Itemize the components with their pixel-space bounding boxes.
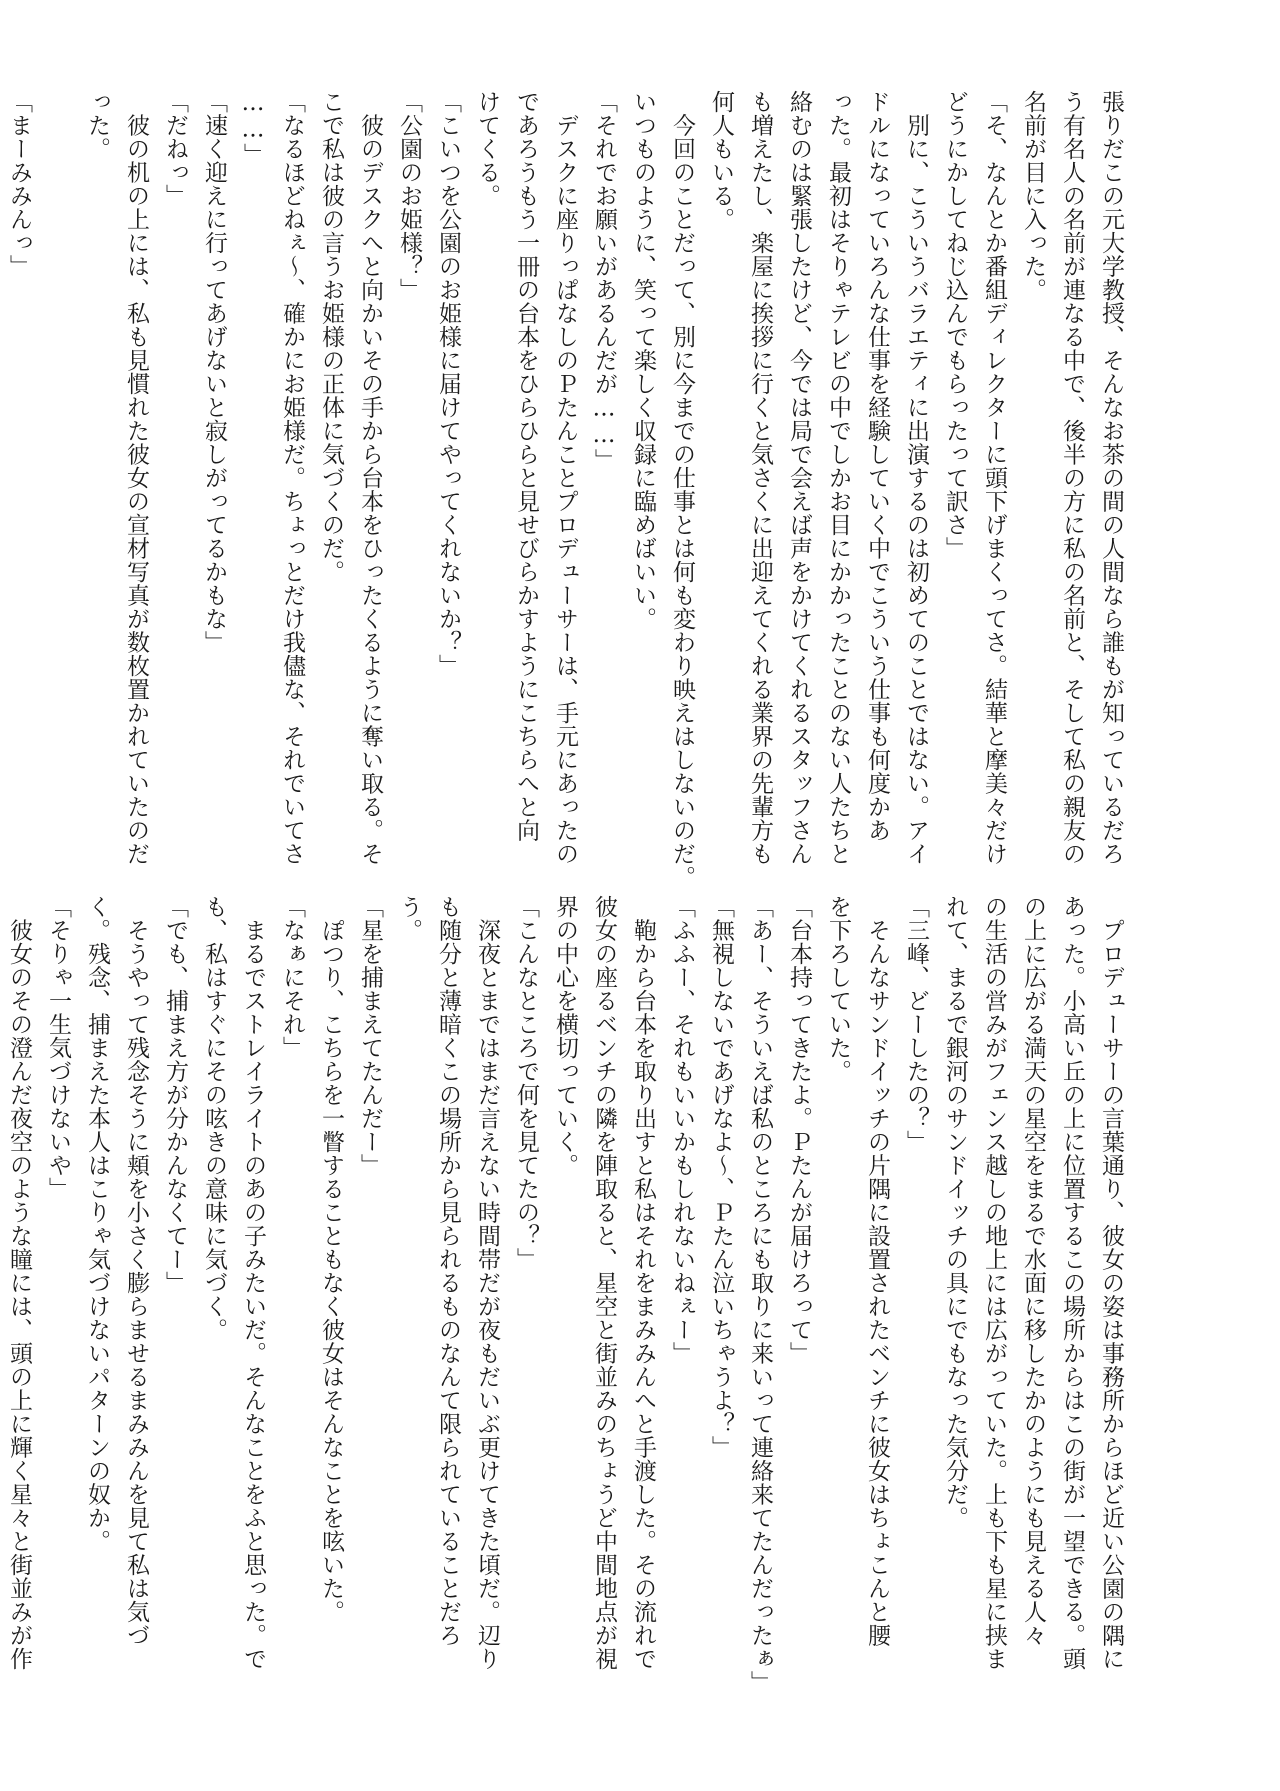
text-line: を下ろしていた。	[825, 895, 851, 1083]
text-line: 「でも、捕まえ方が分かんなくてー」	[162, 895, 188, 1295]
text-line: も随分と薄暗くこの場所から見られるものなんて限られていることだろ	[435, 895, 461, 1647]
text-line: も増えたし、楽屋に挨拶に行くと気さくに出迎えてくれる業界の先輩方も	[747, 90, 773, 866]
text-line: 「だねっ」	[162, 90, 188, 208]
text-line: 「星を捕まえてたんだー」	[357, 895, 383, 1177]
text-line: プロデューサーの言葉通り、彼女の姿は事務所からほど近い公園の隅に	[1098, 895, 1124, 1671]
text-line: 名前が目に入った。	[1020, 90, 1046, 302]
text-line: ぽつり、こちらを一瞥することもなく彼女はそんなことを呟いた。	[318, 895, 344, 1624]
text-line: の生活の営みがフェンス越しの地上には広がっていた。上も下も星に挟ま	[981, 895, 1007, 1671]
text-line: 「なるほどねぇ〜、確かにお姫様だ。ちょっとだけ我儘な、それでいてさ	[279, 90, 305, 866]
text-block-bottom	[6, 895, 1130, 1694]
text-line: 「なぁにそれ」	[279, 895, 305, 1060]
text-line: 「ふふー、それもいいかもしれないねぇー」	[669, 895, 695, 1365]
text-line: 「まーみみんっ」	[6, 90, 32, 278]
text-line: 深夜とまではまだ言えない時間帯だが夜もだいぶ更けてきた頃だ。辺り	[474, 895, 500, 1671]
text-line: いつものように、笑って楽しく収録に臨めばいい。	[630, 90, 656, 631]
text-line: の上に広がる満天の星空をまるで水面に移したかのようにも見える人々	[1020, 895, 1046, 1647]
text-line: 「そ、なんとか番組ディレクターに頭下げまくってさ。結華と摩美々だけ	[981, 90, 1007, 866]
text-line: 別に、こういうバラエティに出演するのは初めてのことではない。アイ	[903, 90, 929, 866]
text-line: 「あー、そういえば私のところにも取りに来いって連絡来てたんだったぁ」	[747, 895, 773, 1694]
text-line: あった。小高い丘の上に位置するこの場所からはこの街が一望できる。頭	[1059, 895, 1085, 1671]
text-block-top	[6, 90, 1130, 889]
text-line: 彼女の座るベンチの隣を陣取ると、星空と街並みのちょうど中間地点が視	[591, 895, 617, 1671]
text-line: まるでストレイライトのあの子みたいだ。そんなことをふと思った。で	[240, 895, 266, 1671]
text-line: 「公園のお姫様？」	[396, 90, 422, 302]
text-line: った。最初はそりゃテレビの中でしかお目にかかったことのない人たちと	[825, 90, 851, 866]
text-line: デスクに座りっぱなしのＰたんことプロデューサーは、手元にあったの	[552, 90, 578, 866]
text-line: 何人もいる。	[708, 90, 734, 231]
text-line: 「そりゃ一生気づけないや」	[45, 895, 71, 1201]
text-line: どうにかしてねじ込んでもらったって訳さ」	[942, 90, 968, 560]
text-line: った。	[84, 90, 110, 161]
text-line: 彼の机の上には、私も見慣れた彼女の宣材写真が数枚置かれていたのだ	[123, 90, 149, 866]
text-line: 彼のデスクへと向かいその手から台本をひったくるように奪い取る。そ	[357, 90, 383, 866]
text-line: そんなサンドイッチの片隅に設置されたベンチに彼女はちょこんと腰	[864, 895, 890, 1647]
text-line: 彼女のその澄んだ夜空のような瞳には、頭の上に輝く星々と街並みが作	[6, 895, 32, 1671]
text-line: 「こいつを公園のお姫様に届けてやってくれないか？」	[435, 90, 461, 678]
text-line	[38, 90, 77, 850]
text-line: そうやって残念そうに頬を小さく膨らませるまみみんを見て私は気づ	[123, 895, 149, 1647]
text-line: 鞄から台本を取り出すと私はそれをまみみんへと手渡した。その流れで	[630, 895, 656, 1671]
text-line: であろうもう一冊の台本をひらひらと見せびらかすようにこちらへと向	[513, 90, 539, 842]
text-line: 「それでお願いがあるんだが……」	[591, 90, 617, 472]
text-line: 「速く迎えに行ってあげないと寂しがってるかもな」	[201, 90, 227, 654]
text-line: 「三峰、どーしたの？」	[903, 895, 929, 1154]
text-line: ドルになっていろんな仕事を経験していく中でこういう仕事も何度かあ	[864, 90, 890, 842]
text-line: 「こんなところで何を見てたの？」	[513, 895, 539, 1271]
text-line: ……」	[240, 90, 266, 167]
text-line: れて、まるで銀河のサンドイッチの具にでもなった気分だ。	[942, 895, 968, 1530]
text-line: 界の中心を横切っていく。	[552, 895, 578, 1177]
text-line: 絡むのは緊張したけど、今では局で会えば声をかけてくれるスタッフさん	[786, 90, 812, 866]
text-line: く。残念、捕まえた本人はこりゃ気づけないパターンの奴か。	[84, 895, 110, 1553]
text-line: も、私はすぐにその呟きの意味に気づく。	[201, 895, 227, 1342]
text-line: けてくる。	[474, 90, 500, 208]
text-line: こで私は彼の言うお姫様の正体に気づくのだ。	[318, 90, 344, 584]
text-line: 張りだこの元大学教授、そんなお茶の間の人間なら誰もが知っているだろ	[1098, 90, 1124, 866]
text-line: 「無視しないであげなよ〜、Ｐたん泣いちゃうよ？」	[708, 895, 734, 1459]
text-line: う有名人の名前が連なる中で、後半の方に私の名前と、そして私の親友の	[1059, 90, 1085, 866]
text-line: 「台本持ってきたよ。Ｐたんが届けろって」	[786, 895, 812, 1365]
text-line: 今回のことだって、別に今までの仕事とは何も変わり映えはしないのだ。	[669, 90, 695, 889]
text-line: う。	[396, 895, 422, 942]
